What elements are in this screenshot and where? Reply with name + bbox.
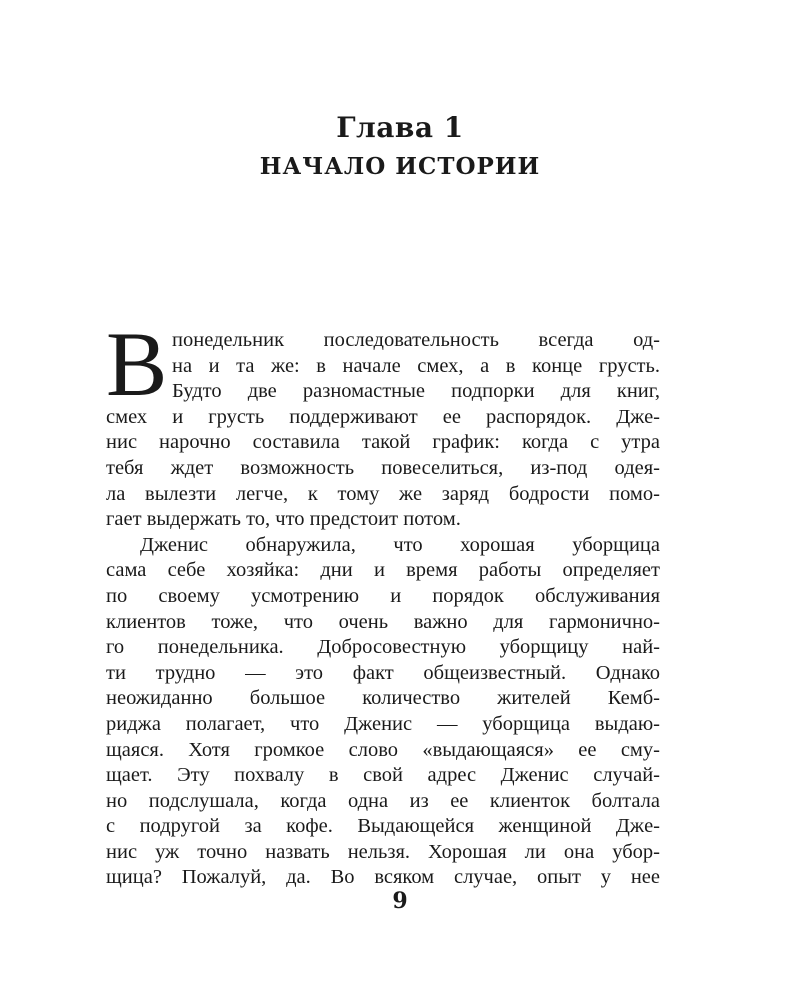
text-line: нис уж точно назвать нельзя. Хорошая ли она убор- [106, 840, 660, 863]
text-line: ла вылезти легче, к тому же заряд бодрости помо- [106, 482, 660, 505]
text-line: ти трудно — это факт общеизвестный. Однако [106, 661, 660, 684]
drop-cap: В [106, 313, 168, 415]
text-line: неожиданно большое количество жителей Кемб- [106, 687, 660, 710]
text-line: го понедельника. Добросовестную уборщицу най- [106, 636, 660, 659]
text-line: Будто две разномастные подпорки для книг, [172, 380, 660, 403]
body-text [106, 328, 660, 891]
text-line: риджа полагает, что Дженис — уборщица выдаю- [106, 712, 660, 735]
text-line: смех и грусть поддерживают ее распорядок. Дже- [106, 405, 660, 428]
text-line: сама себе хозяйка: дни и время работы определяет [106, 559, 660, 582]
text-line: с подругой за кофе. Выдающейся женщиной Джe- [106, 815, 660, 838]
text-line: щица? Пожалуй, да. Во всяком случае, опыт у нее [106, 866, 660, 889]
text-line: Дженис обнаружила, что хорошая уборщица [140, 533, 660, 556]
chapter-title: НАЧАЛО ИСТОРИИ [259, 153, 541, 180]
text-line: клиентов тоже, что очень важно для гармонично- [106, 610, 660, 633]
page-number: 9 [392, 888, 408, 914]
text-line: понедельник последовательность всегда од- [172, 329, 660, 351]
text-line: гает выдержать то, что предстоит потом. [106, 508, 461, 531]
text-line: тебя ждет возможность повеселиться, из-под одея- [106, 456, 660, 479]
text-line: но подслушала, когда одна из ее клиенток болтала [106, 789, 660, 812]
text-line: щает. Эту похвалу в свой адрес Дженис случай- [106, 764, 660, 787]
text-line: на и та же: в начале смех, а в конце грусть. [172, 354, 660, 377]
text-line: нис нарочно составила такой график: когда с утра [106, 431, 660, 454]
text-line: по своему усмотрению и порядок обслуживания [106, 584, 660, 607]
chapter-number: Глава 1 [336, 111, 464, 144]
text-line: щаяся. Хотя громкое слово «выдающаяся» ее сму- [106, 738, 660, 761]
